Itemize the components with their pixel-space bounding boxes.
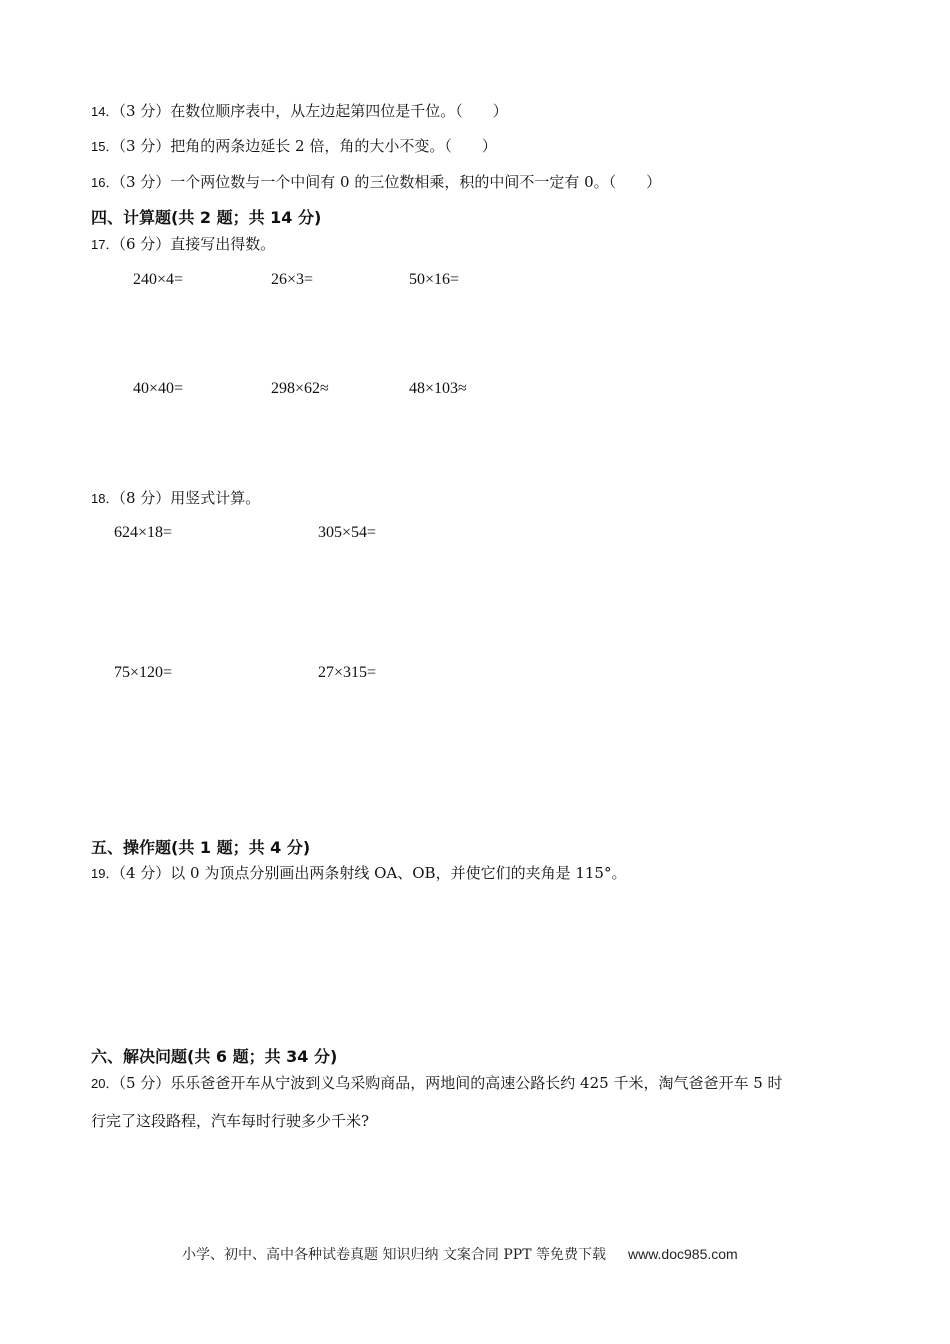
- question-text: （3 分）一个两位数与一个中间有 0 的三位数相乘，积的中间不一定有 0。（ ）: [118, 173, 662, 191]
- question-text: （8 分）用竖式计算。: [118, 489, 261, 507]
- q17-expression: 240×4=: [133, 271, 184, 288]
- page-footer: [182, 1244, 738, 1265]
- section-heading-calculation: 四、计算题(共 2 题；共 14 分): [91, 208, 322, 227]
- question-number: 17．: [91, 237, 119, 252]
- question-number: 18．: [91, 491, 119, 506]
- q18-expression: 75×120=: [114, 664, 173, 681]
- question-17: [91, 234, 275, 255]
- question-number: 19．: [91, 866, 119, 881]
- section-heading-problem-solving: 六、解决问题(共 6 题；共 34 分): [91, 1047, 338, 1066]
- question-20: [91, 1073, 783, 1094]
- question-number: 20．: [91, 1076, 119, 1091]
- footer-website-link[interactable]: www.doc985.com: [627, 1246, 738, 1262]
- question-text: （4 分）以 0 为顶点分别画出两条射线 OA、OB，并使它们的夹角是 115°。: [118, 864, 627, 882]
- q18-expression: 27×315=: [318, 664, 377, 681]
- footer-text: 小学、初中、高中各种试卷真题 知识归纳 文案合同 PPT 等免费下载: [182, 1247, 606, 1263]
- question-number: 15．: [91, 139, 119, 154]
- question-text: （3 分）把角的两条边延长 2 倍，角的大小不变。（ ）: [118, 137, 497, 155]
- section-heading-operation: 五、操作题(共 1 题；共 4 分): [91, 838, 311, 857]
- q18-expression: 624×18=: [114, 524, 173, 541]
- question-number: 14．: [91, 104, 119, 119]
- question-15: [91, 136, 497, 157]
- question-text: （3 分）在数位顺序表中，从左边起第四位是千位。（ ）: [118, 102, 508, 120]
- question-16: [91, 172, 661, 193]
- q17-expression: 48×103≈: [409, 380, 467, 397]
- question-18: [91, 488, 260, 509]
- question-19: [91, 863, 626, 884]
- question-14: [91, 101, 508, 122]
- q17-expression: 50×16=: [409, 271, 460, 288]
- question-20-continuation: 行完了这段路程，汽车每时行驶多少千米?: [91, 1112, 370, 1130]
- q18-expression: 305×54=: [318, 524, 377, 541]
- q17-expression: 26×3=: [271, 271, 314, 288]
- q17-expression: 298×62≈: [271, 380, 329, 397]
- question-number: 16．: [91, 175, 119, 190]
- question-text: （5 分）乐乐爸爸开车从宁波到义乌采购商品，两地间的高速公路长约 425 千米，淘气爸爸开车 5 时: [118, 1074, 783, 1092]
- question-text: （6 分）直接写出得数。: [118, 235, 276, 253]
- q17-expression: 40×40=: [133, 380, 184, 397]
